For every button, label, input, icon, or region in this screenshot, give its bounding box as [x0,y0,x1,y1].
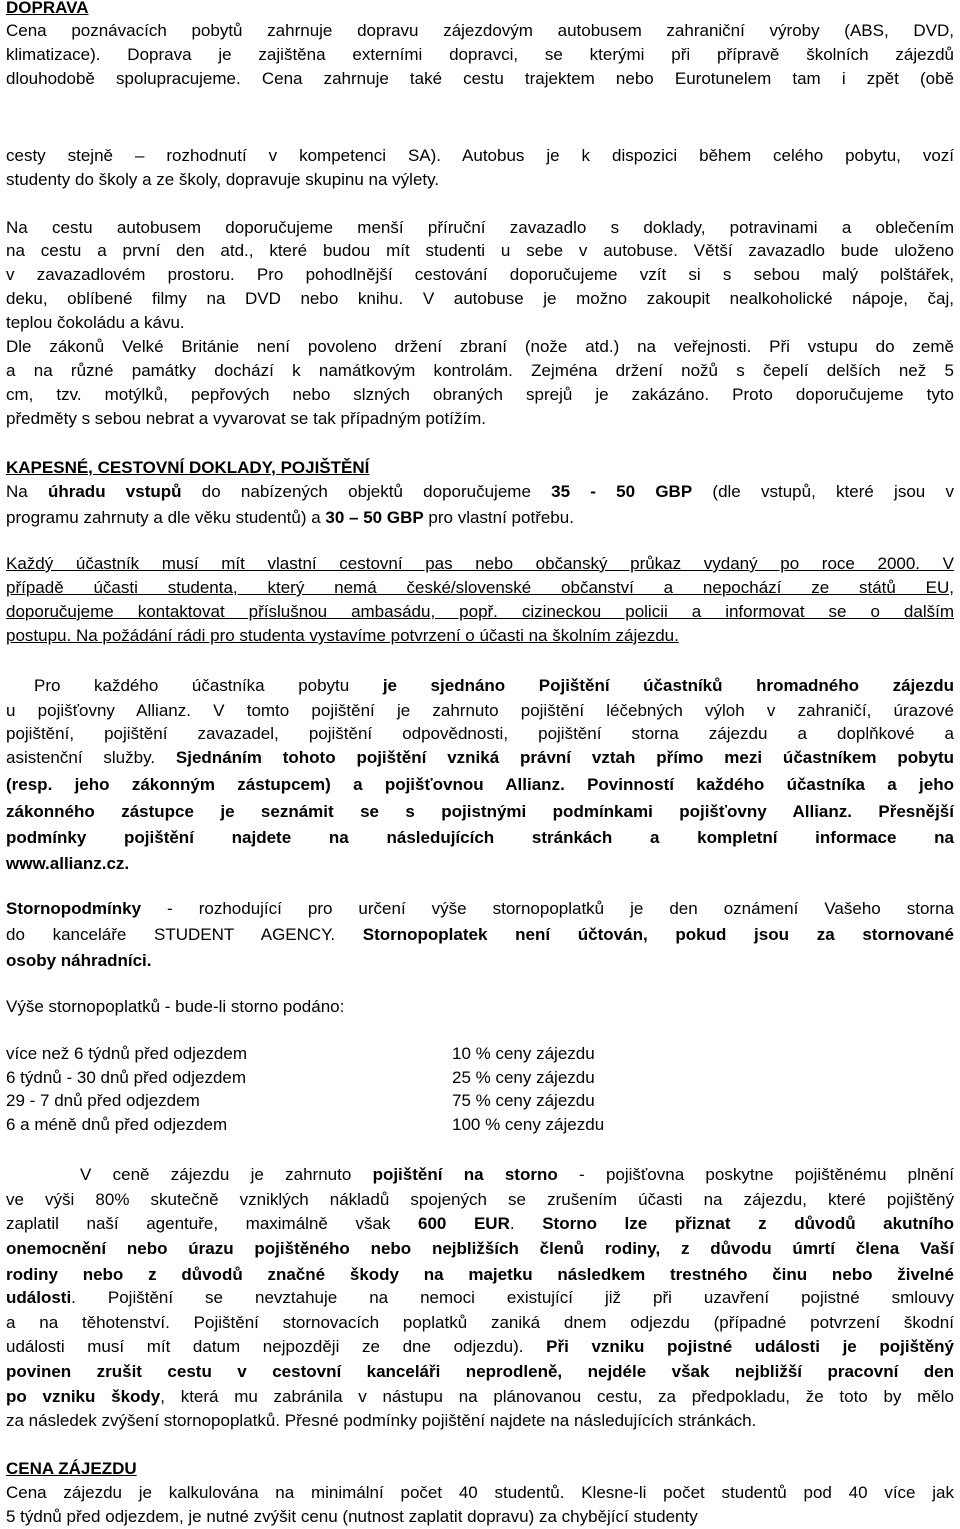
paragraph-line: onemocnění nebo úrazu pojištěného nebo nejbližších členů rodiny, z důvodu úmrtí člena Vaší [6,1239,954,1258]
paragraph-line: na cestu a první den atd., které budou mít studenti u sebe v autobuse. Větší zavazadlo bude uloženo [6,241,954,260]
storno-period: více než 6 týdnů před odjezdem [6,1044,247,1063]
paragraph-line: do kanceláře STUDENT AGENCY. Stornopoplatek není účtován, pokud jsou za stornované [6,925,954,944]
paragraph-line: a na těhotenství. Pojištění stornovacích poplatků zaniká dnem odjezdu (případné potvrzení škodní [6,1313,954,1332]
paragraph-line: zákonného zástupce je seznámit se s pojistnými podmínkami pojišťovny Allianz. Přesnější [6,802,954,821]
section-heading-cena: CENA ZÁJEZDU [6,1459,137,1478]
paragraph-line: klimatizace). Doprava je zajištěna externími dopravci, se kterými při přípravě školních zájezdů [6,45,954,64]
paragraph-line: cm, tzv. motýlků, pepřových nebo slzných obraných sprejů je zakázáno. Proto doporučujeme tyto [6,385,954,404]
paragraph-line: teplou čokoládu a kávu. [6,313,185,332]
paragraph-line: Na úhradu vstupů do nabízených objektů doporučujeme 35 - 50 GBP (dle vstupů, které jsou v [6,482,954,501]
storno-period: 29 - 7 dnů před odjezdem [6,1091,200,1110]
storno-period: 6 a méně dnů před odjezdem [6,1115,228,1134]
paragraph-line: podmínky pojištění najdete na následujících stránkách a kompletní informace na [6,828,954,847]
paragraph-line: Pro každého účastníka pobytu je sjednáno Pojištění účastníků hromadného zájezdu [34,676,954,695]
paragraph-line: Cena poznávacích pobytů zahrnuje dopravu zájezdovým autobusem zahraniční výroby (ABS, DVD, [6,21,954,40]
paragraph-line: zaplatil naší agentuře, maximálně však 600 EUR. Storno lze přiznat z důvodů akutního [6,1214,955,1233]
paragraph-line: cesty stejně – rozhodnutí v kompetenci SA). Autobus je k dispozici během celého pobytu, vozí [6,146,954,165]
paragraph-line: Na cestu autobusem doporučujeme menší příruční zavazadlo s doklady, potravinami a oblečením [6,218,954,237]
storno-fee: 25 % ceny zájezdu [452,1068,595,1087]
paragraph-line: v zavazadlovém prostoru. Pro pohodlnější cestování doporučujeme vzít si s sebou malý polštářek, [6,265,954,284]
paragraph-line: Dle zákonů Velké Británie není povoleno držení zbraní (nože atd.) na veřejnosti. Při vstupu do země [6,337,954,356]
section-heading-kapesne: KAPESNÉ, CESTOVNÍ DOKLADY, POJIŠTĚNÍ [6,458,370,477]
paragraph-line: předměty s sebou nebrat a vyvarovat se tak případným potížím. [6,409,487,428]
paragraph-line: události. Pojištění se nevztahuje na nemoci existující již při uzavření pojistné smlouvy [6,1288,954,1307]
paragraph-line: 5 týdnů před odjezdem, je nutné zvýšit cenu (nutnost zaplatit dopravu) za chybějící studenty [6,1507,698,1526]
paragraph-line: povinen zrušit cestu v cestovní kanceláři neprodleně, nejdéle však nejbližší pracovní den [6,1362,954,1381]
paragraph-line: deku, oblíbené filmy na DVD nebo knihu. V autobuse je možno zakoupit nealkoholické nápoje, čaj, [6,289,954,308]
paragraph-line: doporučujeme kontaktovat příslušnou ambasádu, popř. cizineckou policii a informovat se o dalším [6,602,954,621]
paragraph-line: programu zahrnuty a dle věku studentů) a 30 – 50 GBP pro vlastní potřebu. [6,508,574,527]
storno-fee: 100 % ceny zájezdu [452,1115,605,1134]
paragraph-line: Cena zájezdu je kalkulována na minimální počet 40 studentů. Klesne-li počet studentů pod 40 více jak [6,1483,954,1502]
paragraph-line: Stornopodmínky - rozhodující pro určení výše stornopoplatků je den oznámení Vašeho storna [6,899,954,918]
storno-period: 6 týdnů - 30 dnů před odjezdem [6,1068,247,1087]
paragraph-line: události musí mít datum nejpozději ze dne odjezdu). Při vzniku pojistné události je pojištěný [6,1337,955,1356]
paragraph-line: postupu. Na požádání rádi pro studenta vystavíme potvrzení o účasti na školním zájezdu. [6,626,679,645]
storno-fee: 75 % ceny zájezdu [452,1091,595,1110]
paragraph-line: asistenční služby. Sjednáním tohoto pojištění vzniká právní vztah přímo mezi účastníkem pobytu [6,748,954,767]
paragraph-line: studenty do školy a ze školy, dopravuje skupinu na výlety. [6,170,440,189]
paragraph-line: dlouhodobě spolupracujeme. Cena zahrnuje také cestu trajektem nebo Eurotunelem tam i zpět (obě [6,69,954,88]
paragraph-line: za následek zvýšení stornopoplatků. Přesné podmínky pojištění najdete na následujících stránkách. [6,1411,757,1430]
paragraph-line: V ceně zájezdu je zahrnuto pojištění na storno - pojišťovna poskytne pojištěnému plnění [80,1165,954,1184]
paragraph-line: pojištění, pojištění zavazadel, pojištění odpovědnosti, pojištění storna zájezdu a doplňkové a [6,724,954,743]
storno-intro: Výše stornopoplatků - bude-li storno podáno: [6,997,345,1016]
paragraph-line: osoby náhradníci. [6,951,152,970]
paragraph-line: u pojišťovny Allianz. V tomto pojištění je zahrnuto pojištění léčebných výloh v zahraničí, úrazové [6,701,954,720]
paragraph-line: (resp. jeho zákonným zástupcem) a pojišťovnou Allianz. Povinností každého účastníka a jeho [6,775,954,794]
paragraph-line: Každý účastník musí mít vlastní cestovní pas nebo občanský průkaz vydaný po roce 2000. V [6,554,954,573]
allianz-link[interactable]: www.allianz.cz. [6,854,130,873]
paragraph-line: a na různé památky dochází k namátkovým kontrolám. Zejména držení nožů s čepelí delších než 5 [6,361,954,380]
paragraph-line: rodiny nebo z důvodů značné škody na majetku následkem trestného činu nebo živelné [6,1265,954,1284]
section-heading-doprava: DOPRAVA [6,0,89,17]
paragraph-line: ve výši 80% skutečně vzniklých nákladů spojených se zrušením účasti na zájezdu, které pojištěný [6,1190,954,1209]
paragraph-line: po vzniku škody, která mu zabránila v nástupu na plánovanou cestu, za předpokladu, že toto by mělo [6,1387,954,1406]
storno-fee: 10 % ceny zájezdu [452,1044,595,1063]
paragraph-line: případě účasti studenta, který nemá české/slovenské občanství a nepochází ze států EU, [6,578,954,597]
